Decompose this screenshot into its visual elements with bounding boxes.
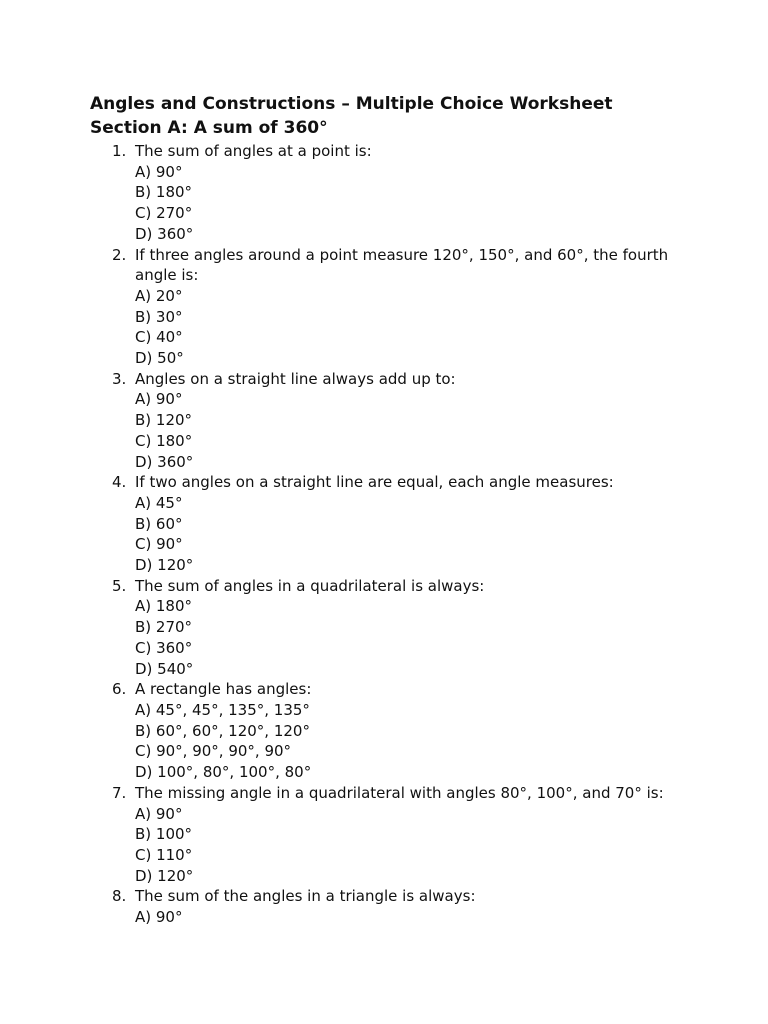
question-number: 1. [112,142,127,160]
answer-option: D) 100°, 80°, 100°, 80° [135,763,312,782]
question-item [90,141,690,245]
answer-option: B) 120° [135,411,193,430]
answer-option: C) 360° [135,638,193,657]
question-text: The sum of angles in a quadrilateral is always: [135,576,485,595]
answer-option: B) 60° [135,514,183,533]
answer-option: A) 20° [135,286,183,305]
question-number: 6. [112,680,127,699]
answer-option: C) 270° [135,204,193,223]
question-text: The sum of the angles in a triangle is always: [135,887,476,906]
answer-option: B) 60°, 60°, 120°, 120° [135,721,310,740]
answer-option: C) 110° [135,845,193,864]
answer-option: B) 180° [135,183,193,202]
answer-option: A) 180° [135,597,193,616]
worksheet-page [90,92,690,928]
answer-option: A) 90° [135,908,183,927]
answer-option: A) 90° [135,804,183,823]
question-item [90,886,690,927]
question-item [90,245,690,369]
question-text: The missing angle in a quadrilateral with angles 80°, 100°, and 70° is: [135,783,664,802]
question-number: 5. [112,576,127,595]
answer-option: C) 90°, 90°, 90°, 90° [135,742,292,761]
question-item [90,679,690,783]
answer-option: D) 50° [135,349,184,368]
question-list [90,141,690,928]
question-item [90,472,690,576]
answer-option: D) 120° [135,866,194,885]
answer-option: D) 120° [135,556,194,575]
section-heading: Section A: A sum of 360° [90,118,328,138]
answer-option: D) 540° [135,659,194,678]
question-text: Angles on a straight line always add up to: [135,369,456,388]
answer-option: C) 40° [135,328,183,347]
answer-option: D) 360° [135,224,194,243]
question-item [90,783,690,887]
question-number: 7. [112,783,127,802]
question-text: A rectangle has angles: [135,680,312,699]
worksheet-title: Angles and Constructions – Multiple Choice Worksheet [90,94,613,114]
question-item [90,576,690,680]
question-number: 3. [112,369,127,388]
answer-option: A) 45° [135,493,183,512]
answer-option: C) 180° [135,431,193,450]
answer-option: B) 30° [135,307,183,326]
question-number: 2. [112,245,127,264]
question-item [90,369,690,473]
question-text: If two angles on a straight line are equal, each angle measures: [135,473,614,492]
answer-option: B) 270° [135,618,193,637]
answer-option: A) 90° [135,390,183,409]
question-text: The sum of angles at a point is: [135,142,372,160]
question-number: 8. [112,887,127,906]
answer-option: C) 90° [135,535,183,554]
answer-option: B) 100° [135,825,193,844]
answer-option: A) 45°, 45°, 135°, 135° [135,700,310,719]
answer-option: A) 90° [135,162,183,181]
answer-option: D) 360° [135,452,194,471]
question-text: If three angles around a point measure 120°, 150°, and 60°, the fourth angle is: [135,245,669,285]
question-number: 4. [112,473,127,492]
